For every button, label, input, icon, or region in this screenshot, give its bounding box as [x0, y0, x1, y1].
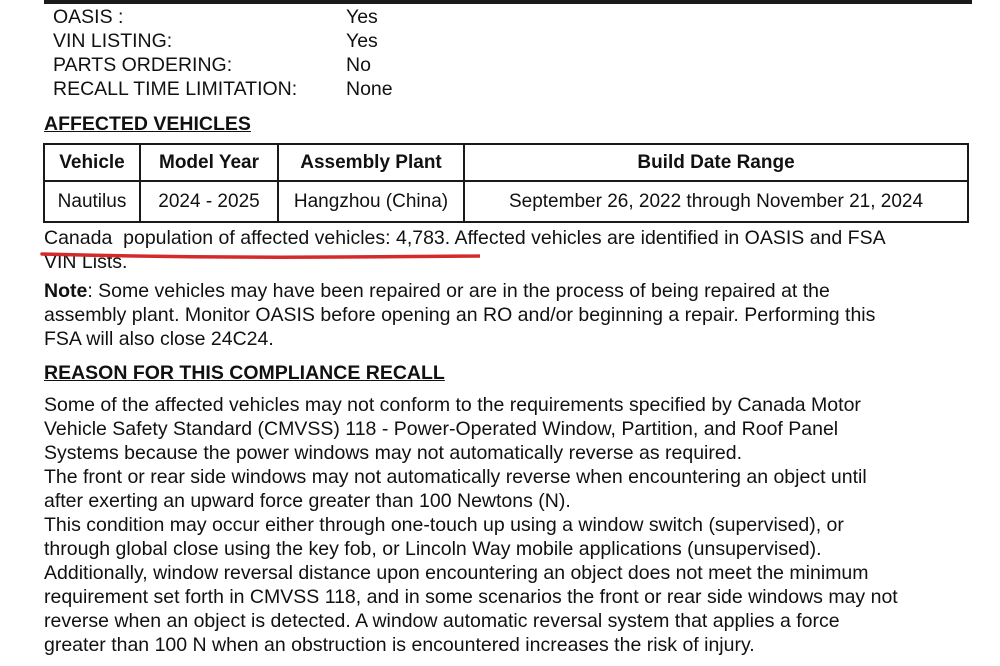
field-label: PARTS ORDERING: — [53, 54, 233, 76]
field-row-recall-time-limitation — [53, 77, 393, 101]
field-value: Yes — [346, 6, 378, 28]
column-header-model-year: Model Year — [140, 144, 278, 181]
reason-line: Some of the affected vehicles may not conform to the requirements specified by Canada Motor — [44, 394, 861, 416]
column-header-vehicle: Vehicle — [44, 144, 140, 181]
reason-line: reverse when an object is detected. A window automatic reversal system that applies a force — [44, 610, 840, 632]
field-label: VIN LISTING: — [53, 30, 173, 52]
field-row-vin-listing — [53, 29, 393, 53]
reason-line: Vehicle Safety Standard (CMVSS) 118 - Power-Operated Window, Partition, and Roof Panel — [44, 418, 839, 440]
note-text-line: assembly plant. Monitor OASIS before opening an RO and/or beginning a repair. Performing this — [44, 304, 876, 326]
table-row — [44, 181, 968, 222]
reason-line: greater than 100 N when an obstruction is encountered increases the risk of injury. — [44, 634, 755, 656]
field-label: OASIS : — [53, 6, 124, 28]
reason-line: after exerting an upward force greater than 100 Newtons (N). — [44, 490, 571, 512]
table-cell-assembly-plant: Hangzhou (China) — [278, 181, 464, 222]
note-text-line: FSA will also close 24C24. — [44, 328, 274, 350]
reason-heading: REASON FOR THIS COMPLIANCE RECALL — [44, 362, 445, 384]
column-header-assembly-plant: Assembly Plant — [278, 144, 464, 181]
field-row-parts-ordering — [53, 53, 393, 77]
table-cell-vehicle: Nautilus — [44, 181, 140, 222]
table-cell-build-date-range: September 26, 2022 through November 21, 2024 — [464, 181, 968, 222]
column-header-build-date-range: Build Date Range — [464, 144, 968, 181]
table-header-row — [44, 144, 968, 181]
reason-line: The front or rear side windows may not automatically reverse when encountering an object until — [44, 466, 867, 488]
note-label: Note — [44, 280, 88, 302]
affected-vehicles-table — [43, 143, 969, 223]
field-value: Yes — [346, 30, 378, 52]
note-text-line: : Some vehicles may have been repaired or are in the process of being repaired at the — [87, 280, 830, 302]
field-value: No — [346, 54, 371, 76]
table-cell-model-year: 2024 - 2025 — [140, 181, 278, 222]
reason-line: Systems because the power windows may not automatically reverse as required. — [44, 442, 742, 464]
affected-vehicles-heading: AFFECTED VEHICLES — [44, 113, 251, 135]
reason-line: through global close using the key fob, or Lincoln Way mobile applications (unsupervised). — [44, 538, 822, 560]
note-paragraph — [44, 279, 969, 351]
top-rule — [44, 0, 972, 4]
recall-fields — [53, 5, 393, 101]
field-value: None — [346, 78, 393, 100]
field-row-oasis — [53, 5, 393, 29]
reason-paragraph — [44, 393, 969, 657]
population-line: Canada population of affected vehicles: 4,783. Affected vehicles are identified in OASIS and FSA — [44, 227, 886, 249]
population-line: VIN Lists. — [44, 251, 128, 273]
reason-line: This condition may occur either through one-touch up using a window switch (supervised), or — [44, 514, 844, 536]
red-annotation-underline — [40, 249, 480, 261]
reason-line: requirement set forth in CMVSS 118, and in some scenarios the front or rear side windows may not — [44, 586, 898, 608]
reason-line: Additionally, window reversal distance upon encountering an object does not meet the minimum — [44, 562, 869, 584]
field-label: RECALL TIME LIMITATION: — [53, 78, 298, 100]
